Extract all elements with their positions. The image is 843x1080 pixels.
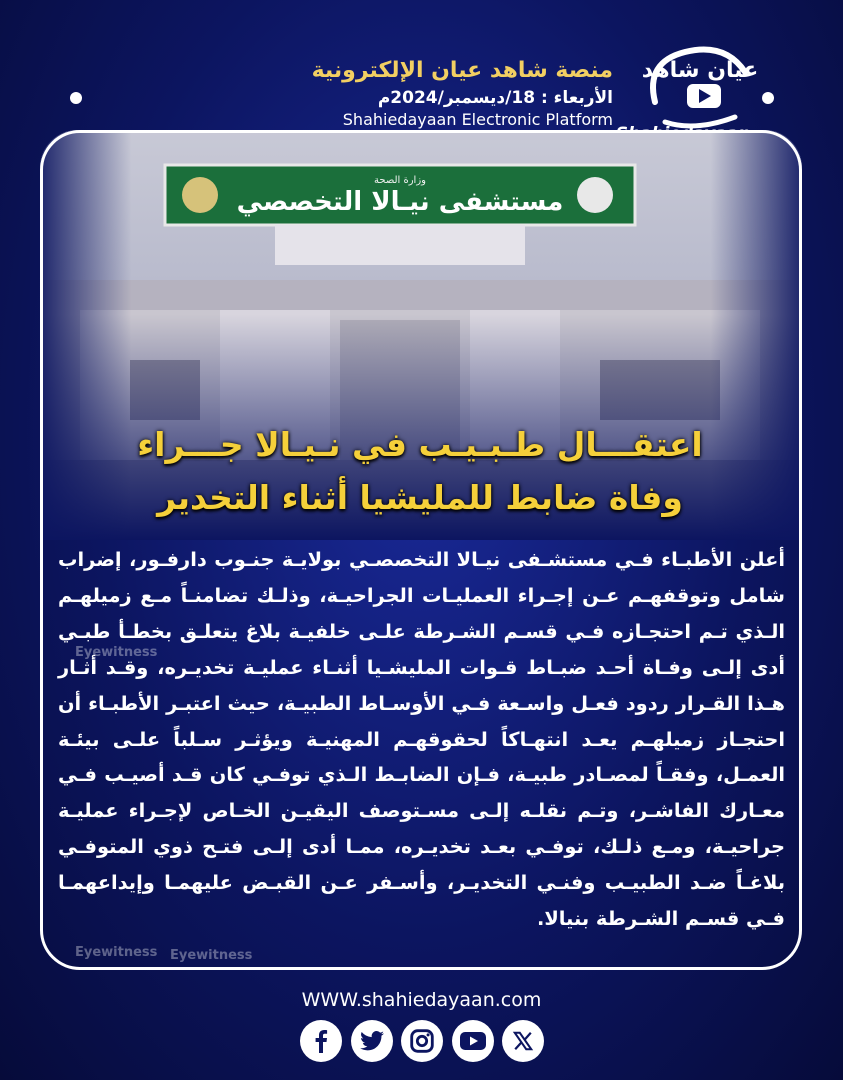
platform-title-ar: منصة شاهد عيان الإلكترونية: [311, 58, 613, 83]
youtube-button[interactable]: [452, 1020, 494, 1062]
twitter-button[interactable]: [351, 1020, 393, 1062]
watermark: Eyewitness: [75, 945, 158, 960]
x-button[interactable]: [502, 1020, 544, 1062]
facebook-icon: [308, 1028, 334, 1054]
watermark: Eyewitness: [170, 948, 253, 963]
facebook-button[interactable]: [300, 1020, 342, 1062]
twitter-icon: [359, 1028, 385, 1054]
publish-date: الأربعاء : 18/ديسمبر/2024م: [377, 88, 613, 108]
headline-line-2: وفاة ضابط للمليشيا أثناء التخدير: [157, 478, 683, 517]
instagram-button[interactable]: [401, 1020, 443, 1062]
headline-line-1: اعتقـــال طـبـيـب في نـيـالا جـــراء: [137, 425, 703, 464]
logo-text-ar: عيان شاهد: [641, 58, 759, 83]
youtube-icon: [459, 1030, 487, 1052]
x-icon: [512, 1030, 534, 1052]
watermark: Eyewitness: [75, 645, 158, 660]
platform-title-en: Shahiedayaan Electronic Platform: [342, 110, 613, 129]
corner-dot-left: [70, 92, 82, 104]
instagram-icon: [409, 1028, 435, 1054]
social-links: [300, 1020, 544, 1064]
website-link[interactable]: WWW.shahiedayaan.com: [301, 989, 542, 1011]
article-body: أعلن الأطبـاء فـي مستشـفى نيـالا التخصصـي بولايـة جنـوب دارفـور، إضراب شامل وتوقفهـم عـن إجـراء العمليـات الجراحيـة، وذلـك تضامنـاً مـع زميلهـم الـذي تـم احتجـازه فـي قسـم الشـرطة علـى خلفيـة بلاغ يتعلـق بخطـأ طبـي أدى إلـى وفـاة أحـد ضبـاط قـوات المليشـيا أثنـاء عمليـة تخديـره، وقـد أثـار هـذا القـرار ردود فعـل واسـعة فـي الأوسـاط الطبيـة، حيث اعتبـر الأطبـاء أن احتجـاز زميلهـم يعـد انتهـاكاً لحقوقهـم المهنيـة ويؤثـر سـلباً علـى بيئـة العمـل، وفقـاً لمصـادر طبيـة، فـإن الضابـط الـذي توفـي كان قـد أصيـب فـي معـارك الفاشـر، وتـم نقلـه إلـى مسـتوصف اليقيـن الخـاص لإجـراء عمليـة جراحيـة، ومـع ذلـك، توفـي بعـد تخديـره، ممـا أدى إلـى فتـح ذوي المتوفـي بلاغـاً ضـد الطبيـب وفنـي التخديـر، وأسـفر عـن القبـض عليهمـا وإيداعهمـا فـي قسـم الشـرطة بنيالا.: [58, 548, 785, 931]
